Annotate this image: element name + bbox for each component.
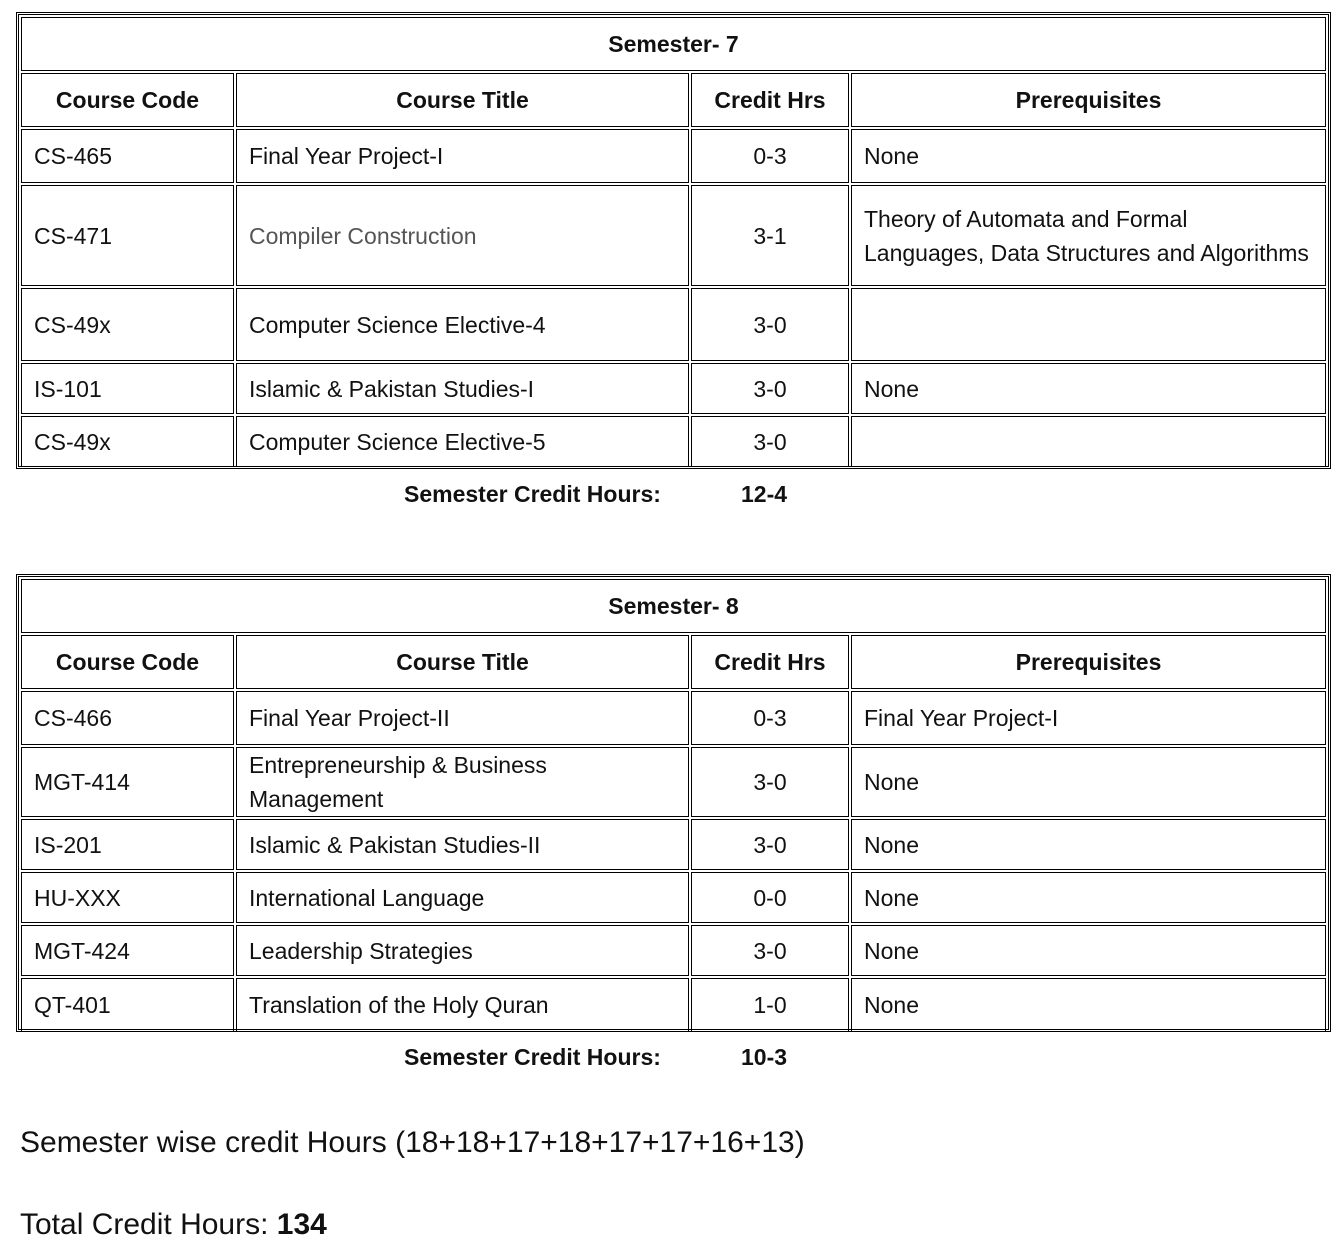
table-row [21,416,1326,467]
credit-hrs: 3-0 [691,819,849,870]
course-title: International Language [236,872,689,923]
semester-credit-label: Semester Credit Hours: [404,481,661,507]
semester-wise-credit-hours: Semester wise credit Hours (18+18+17+18+17+17+16+13) [20,1126,805,1159]
prerequisites: Theory of Automata and Formal Languages, Data Structures and Algorithms [851,185,1326,286]
prerequisites: None [851,129,1326,183]
semester-8-table [16,574,1331,1032]
course-code: QT-401 [21,978,234,1032]
course-title: Entrepreneurship & Business Management [236,747,689,817]
header-prerequisites: Prerequisites [851,635,1326,689]
course-title: Islamic & Pakistan Studies-I [236,363,689,414]
course-title: Computer Science Elective-5 [236,416,689,467]
course-code: IS-101 [21,363,234,414]
table-row [21,872,1326,923]
course-title: Compiler Construction [236,185,689,286]
prerequisites: None [851,747,1326,817]
course-code: IS-201 [21,819,234,870]
total-credit-value: 134 [276,1208,327,1241]
table-row [21,129,1326,183]
prerequisites [851,416,1326,467]
prerequisites: None [851,925,1326,976]
semester-credit-label: Semester Credit Hours: [404,1044,661,1070]
table-row [21,691,1326,745]
header-course-title: Course Title [236,73,689,127]
table-row [21,288,1326,361]
course-title: Translation of the Holy Quran [236,978,689,1032]
course-code: CS-49x [21,288,234,361]
header-course-title: Course Title [236,635,689,689]
header-course-code: Course Code [21,73,234,127]
prerequisites: None [851,819,1326,870]
course-title: Computer Science Elective-4 [236,288,689,361]
course-code: MGT-414 [21,747,234,817]
header-prerequisites: Prerequisites [851,73,1326,127]
total-credit-label: Total Credit Hours: [20,1208,277,1241]
total-credit-hours [20,1208,327,1242]
prerequisites: None [851,872,1326,923]
credit-hrs: 0-0 [691,872,849,923]
course-title: Leadership Strategies [236,925,689,976]
course-title: Final Year Project-II [236,691,689,745]
header-course-code: Course Code [21,635,234,689]
header-credit-hrs: Credit Hrs [691,73,849,127]
table-row [21,819,1326,870]
header-credit-hrs: Credit Hrs [691,635,849,689]
course-code: CS-471 [21,185,234,286]
course-code: MGT-424 [21,925,234,976]
course-code: CS-49x [21,416,234,467]
prerequisites: Final Year Project-I [851,691,1326,745]
course-code: HU-XXX [21,872,234,923]
prerequisites: None [851,363,1326,414]
table-row [21,925,1326,976]
table-row [21,363,1326,414]
semester-8-title: Semester- 8 [21,579,1326,633]
credit-hrs: 3-0 [691,925,849,976]
credit-hrs: 3-0 [691,288,849,361]
credit-hrs: 3-0 [691,363,849,414]
prerequisites: None [851,978,1326,1032]
table-row [21,978,1326,1032]
course-title: Final Year Project-I [236,129,689,183]
credit-hrs: 3-0 [691,416,849,467]
credit-hrs: 3-0 [691,747,849,817]
course-code: CS-466 [21,691,234,745]
semester-credit-value: 10-3 [741,1044,788,1070]
credit-hrs: 0-3 [691,691,849,745]
semester-7-title: Semester- 7 [21,17,1326,71]
course-code: CS-465 [21,129,234,183]
credit-hrs: 0-3 [691,129,849,183]
credit-hrs: 3-1 [691,185,849,286]
credit-hrs: 1-0 [691,978,849,1032]
prerequisites [851,288,1326,361]
semester-credit-value: 12-4 [741,481,788,507]
semester-7-table [16,12,1331,469]
table-row [21,747,1326,817]
course-title: Islamic & Pakistan Studies-II [236,819,689,870]
table-row [21,185,1326,286]
